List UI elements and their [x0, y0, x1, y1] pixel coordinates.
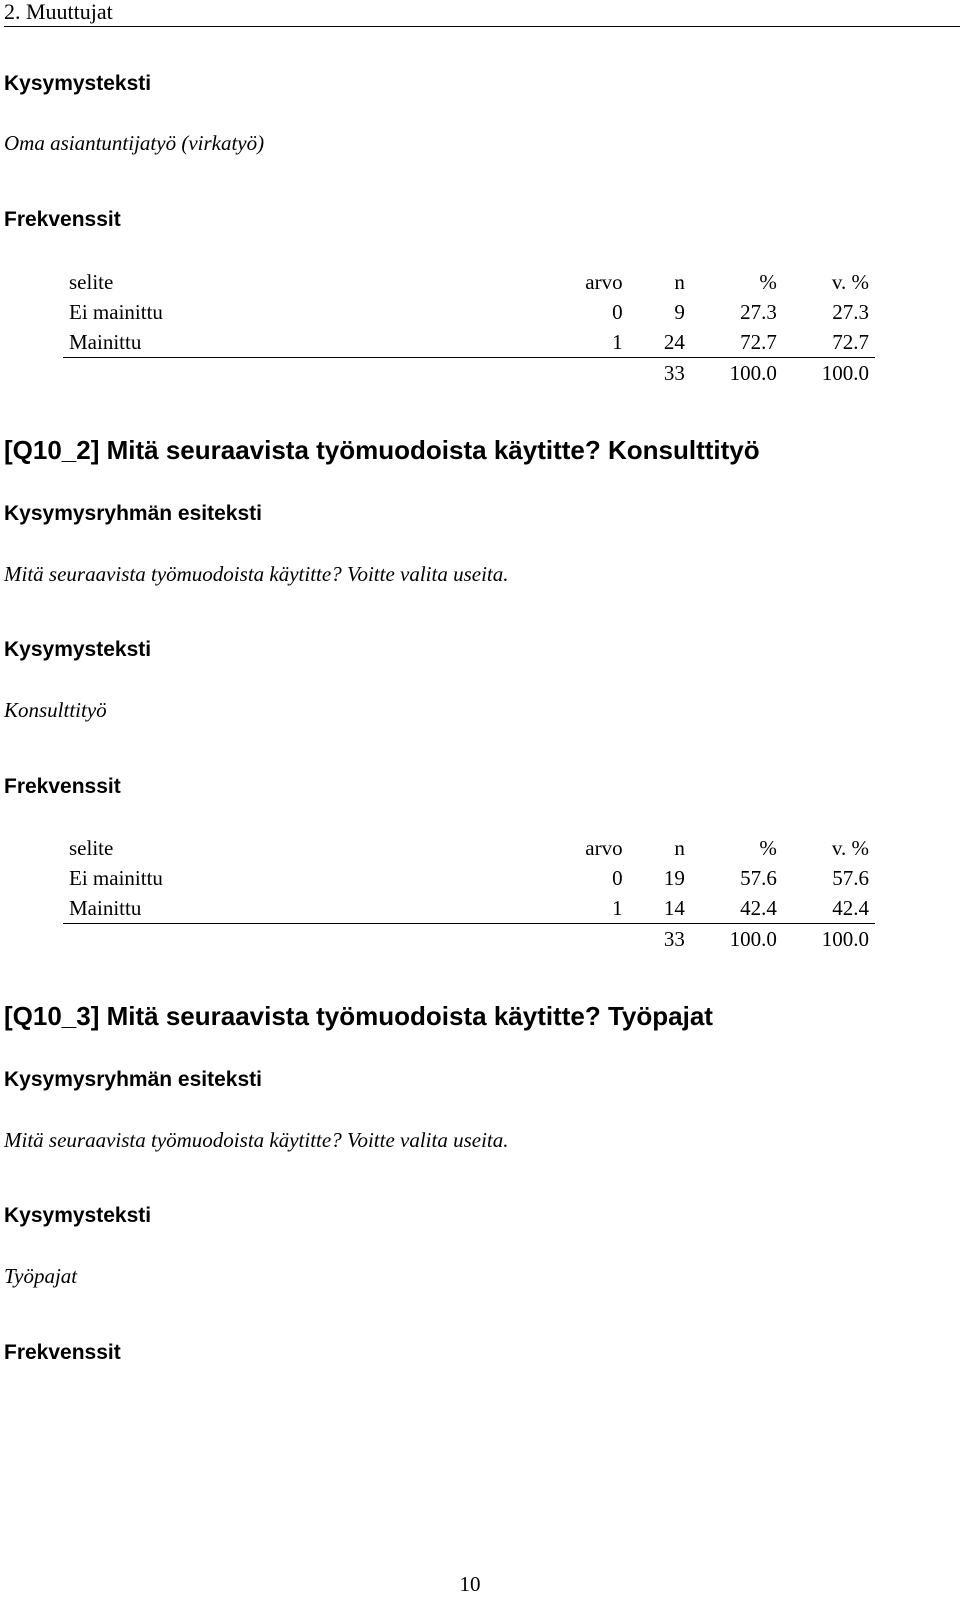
- cell-selite: Mainittu: [63, 893, 547, 924]
- header-rule: [4, 26, 960, 27]
- cell-selite: Mainittu: [63, 327, 547, 358]
- question-group-text-heading: Kysymysryhmän esiteksti: [4, 1068, 262, 1091]
- column-header-n: n: [674, 836, 685, 860]
- cell-n: 24: [629, 327, 691, 358]
- section-title: [Q10_2] Mitä seuraavista työmuodoista käytitte? Konsulttityö: [4, 435, 760, 465]
- cell-valid-percent: 72.7: [783, 327, 875, 358]
- cell-percent: 72.7: [691, 327, 783, 358]
- table-row: [63, 863, 875, 893]
- cell-selite: Ei mainittu: [69, 300, 163, 324]
- cell-n: 14: [629, 893, 691, 924]
- total-percent: 100.0: [729, 361, 777, 385]
- table-header-row: [63, 833, 875, 863]
- cell-percent: 42.4: [691, 893, 783, 924]
- frequencies-heading: Frekvenssit: [4, 775, 121, 798]
- table-total-row: [63, 358, 875, 389]
- cell-percent: 27.3: [740, 300, 777, 324]
- table-row: [63, 297, 875, 327]
- question-text-heading: Kysymysteksti: [4, 1204, 152, 1227]
- frequency-table: [63, 267, 875, 388]
- total-valid-percent: 100.0: [821, 361, 869, 385]
- frequencies-heading: Frekvenssit: [4, 1341, 121, 1364]
- total-valid-percent: 100.0: [821, 927, 869, 951]
- cell-percent: 57.6: [740, 866, 777, 890]
- column-header-selite: selite: [69, 270, 114, 294]
- question-text: Työpajat: [4, 1264, 78, 1288]
- page-number: 10: [459, 1572, 481, 1596]
- column-header-arvo: arvo: [585, 836, 623, 860]
- cell-valid-percent: 57.6: [832, 866, 869, 890]
- cell-arvo: 1: [547, 893, 629, 924]
- frequencies-heading: Frekvenssit: [4, 208, 121, 231]
- column-header-selite: selite: [69, 836, 114, 860]
- column-header-n: n: [674, 270, 685, 294]
- column-header-valid-percent: v. %: [831, 836, 869, 860]
- question-text: Konsulttityö: [4, 698, 107, 722]
- column-header-valid-percent: v. %: [831, 270, 869, 294]
- section-title: [Q10_3] Mitä seuraavista työmuodoista käytitte? Työpajat: [4, 1001, 713, 1031]
- question-text-heading: Kysymysteksti: [4, 638, 152, 661]
- total-n: 33: [663, 361, 685, 385]
- cell-arvo: 1: [547, 327, 629, 358]
- question-group-text-heading: Kysymysryhmän esiteksti: [4, 502, 262, 525]
- table-row: [63, 893, 875, 924]
- question-text: Oma asiantuntijatyö (virkatyö): [4, 131, 265, 155]
- cell-arvo: 0: [612, 866, 623, 890]
- running-header: 2. Muuttujat: [4, 0, 113, 24]
- table-row: [63, 327, 875, 358]
- question-text-heading: Kysymysteksti: [4, 72, 152, 95]
- column-header-percent: %: [759, 836, 777, 860]
- total-n: 33: [663, 927, 685, 951]
- cell-selite: Ei mainittu: [69, 866, 163, 890]
- table-total-row: [63, 924, 875, 955]
- total-percent: 100.0: [729, 927, 777, 951]
- cell-n: 9: [674, 300, 685, 324]
- frequency-table: [63, 833, 875, 954]
- cell-n: 19: [663, 866, 685, 890]
- column-header-percent: %: [759, 270, 777, 294]
- question-group-text: Mitä seuraavista työmuodoista käytitte? Voitte valita useita.: [4, 562, 509, 586]
- cell-valid-percent: 42.4: [783, 893, 875, 924]
- cell-valid-percent: 27.3: [832, 300, 869, 324]
- question-group-text: Mitä seuraavista työmuodoista käytitte? Voitte valita useita.: [4, 1128, 509, 1152]
- column-header-arvo: arvo: [585, 270, 623, 294]
- table-header-row: [63, 267, 875, 297]
- cell-arvo: 0: [612, 300, 623, 324]
